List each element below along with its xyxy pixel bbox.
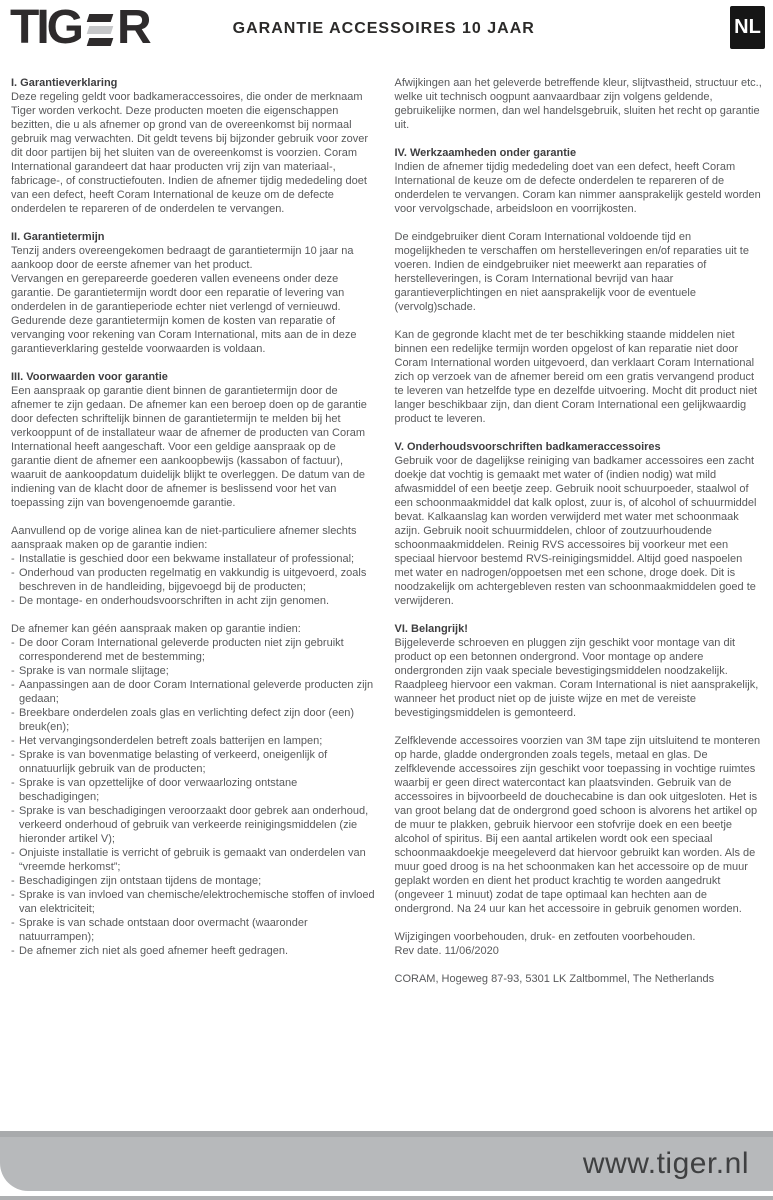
section-heading: III. Voorwaarden voor garantie (11, 371, 168, 383)
bullet-text: Het vervangingsonderdelen betreft zoals batterijen en lampen; (19, 735, 323, 747)
paragraph: Aanvullend op de vorige alinea kan de niet-particuliere afnemer slechts aanspraak maken op de garantie indien: (11, 525, 357, 551)
logo-stylized-e-icon (88, 14, 112, 46)
paragraph: Zelfklevende accessoires voorzien van 3M tape zijn uitsluitend te monteren op harde, gladde ondergronden zoals tegels, metaal en glas. De zelfklevende accessoires zijn geschikt voor toepassing in vochtige ruimtes waarbij er geen direct watercontact kan plaatsvinden. Gebruik van de accessoires in bijvoorbeeld de douchecabine is dan ook uitgesloten. Het is van groot belang dat de ondergrond goed schoon is alvorens het artikel op de muur te plakken, gebruik hiervoor een stofvrije doek en een beetje alcohol of spiritus. Bij een aantal artikelen wordt ook een speciaal schoonmaakdoekje meegeleverd dat hiervoor gebruikt kan worden. Als de muur goed droog is na het schoonmaken kan het accessoire op de muur geplakt worden en dient het product krachtig te worden aangedrukt (ongeveer 1 minuut) zodat de tape optimaal kan hechten aan de ondergrond. Na 24 uur kan het accessoire in gebruik genomen worden. (394, 735, 761, 915)
paragraph-gap (395, 720, 763, 734)
tiger-logo (10, 1, 149, 54)
bullet-item (11, 916, 379, 944)
website-url: www.tiger.nl (582, 1147, 749, 1180)
paragraph: Bijgeleverde schroeven en pluggen zijn geschikt voor montage van dit product op een betonnen ondergrond. Voor montage op andere ondergronden zijn vaak speciale bevestigingsmiddelen noodzakelijk. Raadpleeg hiervoor een vakman. Coram International is niet aansprakelijk, wanneer het product niet op de juiste wijze en met de vereiste bevestigingsmiddelen is gemonteerd. (394, 637, 759, 719)
document-body (0, 76, 773, 986)
bullet-item (11, 874, 379, 888)
bullet-text: Onjuiste installatie is verricht of gebruik is gemaakt van onderdelen van “vreemde herkomst”; (19, 847, 366, 873)
paragraph-gap (395, 132, 763, 146)
logo-text-suffix: R (117, 1, 149, 54)
bullet-dash: - (11, 637, 15, 649)
bullet-item (11, 944, 379, 958)
bullet-text: Beschadigingen zijn ontstaan tijdens de montage; (19, 875, 262, 887)
bullet-text: Sprake is van schade ontstaan door overmacht (waaronder natuurrampen); (19, 917, 308, 943)
bullet-dash: - (11, 567, 15, 579)
paragraph-gap (395, 314, 763, 328)
language-badge: NL (730, 6, 765, 49)
footer (0, 1131, 773, 1200)
paragraph: Wijzigingen voorbehouden, druk- en zetfouten voorbehouden. (394, 931, 696, 943)
bullet-dash: - (11, 735, 15, 747)
bullet-item (11, 734, 379, 748)
bullet-item (11, 776, 379, 804)
bullet-list (11, 552, 379, 608)
bullet-item (11, 748, 379, 776)
left-column (11, 76, 379, 986)
paragraph: Rev date. 11/06/2020 (394, 945, 499, 957)
bullet-item (11, 888, 379, 916)
bullet-dash: - (11, 847, 15, 859)
section-heading: IV. Werkzaamheden onder garantie (394, 147, 577, 159)
paragraph: Gebruik voor de dagelijkse reiniging van badkamer accessoires een zacht doekje dat vochtig is gemaakt met water of (indien nodig) wat mild afwasmiddel of een beetje zeep. Gebruik nooit schuurpoeder, staalwol of een schoonmaakmiddel dat kalk oplost, zuur is, of alcohol of schuurmiddel bevat. Kalkaanslag kan worden verwijderd met water met schoonmaak azijn. Gebruik nooit schuurmiddelen, chloor of zoutzuurhoudende schoonmaakmiddelen. Reinig RVS accessoires bij voorkeur met een speciaal hiervoor bestemd RVS-reinigingsmiddel. Altijd goed naspoelen met water en nadrogen/oppoetsen met een schone, droge doek. Dit is noodzakelijk om achtergebleven resten van schoonmaakmiddelen goed te verwijderen. (394, 455, 757, 607)
logo-e-bar-bottom (87, 38, 114, 46)
paragraph: De afnemer kan géén aanspraak maken op garantie indien: (11, 623, 301, 635)
section-heading: II. Garantietermijn (11, 231, 105, 243)
bullet-item (11, 594, 379, 608)
bullet-text: De afnemer zich niet als goed afnemer heeft gedragen. (19, 945, 289, 957)
bullet-item (11, 552, 379, 566)
page-title: GARANTIE ACCESSOIRES 10 JAAR (232, 20, 535, 37)
paragraph-gap (11, 216, 379, 230)
bullet-dash: - (11, 749, 15, 761)
bullet-text: De door Coram International geleverde producten niet zijn gebruikt corresponderend met de bestemming; (19, 637, 344, 663)
bullet-item (11, 846, 379, 874)
bullet-text: De montage- en onderhoudsvoorschriften in acht zijn genomen. (19, 595, 330, 607)
section-heading: VI. Belangrijk! (394, 623, 468, 635)
bullet-text: Installatie is geschied door een bekwame installateur of professional; (19, 553, 355, 565)
document-header (0, 0, 773, 54)
paragraph-gap (11, 356, 379, 370)
bullet-text: Sprake is van beschadigingen veroorzaakt door gebrek aan onderhoud, verkeerd onderhoud of gebruik van verkeerde reinigingsmiddelen (zie hieronder artikel V); (19, 805, 369, 845)
paragraph: Indien de afnemer tijdig mededeling doet van een defect, heeft Coram International de keuze om de defecte onderdelen te repareren of de onderdelen te vervangen. Coram kan nimmer aansprakelijk gesteld worden voor vervolgschade, arbeidsloon en voorrijkosten. (394, 161, 761, 215)
paragraph-gap (11, 510, 379, 524)
bullet-list (11, 636, 379, 958)
paragraph: Tenzij anders overeengekomen bedraagt de garantietermijn 10 jaar na aankoop door de eerste afnemer van het product. (11, 245, 354, 271)
bullet-text: Sprake is van bovenmatige belasting of verkeerd, oneigenlijk of onnatuurlijk gebruik van de producten; (19, 749, 328, 775)
paragraph-gap (11, 608, 379, 622)
paragraph: Afwijkingen aan het geleverde betreffende kleur, slijtvastheid, structuur etc., welke uit technisch oogpunt aanvaardbaar zijn volgens geldende, gebruikelijke normen, dan wel handelsgebruik, sluiten het recht op garantie uit. (394, 77, 762, 131)
paragraph: Vervangen en gerepareerde goederen vallen eveneens onder deze garantie. De garantietermijn wordt door een reparatie of levering van onderdelen in de garantieperiode echter niet verlengd of vernieuwd. (11, 273, 345, 313)
bullet-item (11, 636, 379, 664)
paragraph: Deze regeling geldt voor badkameraccessoires, die onder de merknaam Tiger worden verkocht. Deze producten moeten die eigenschappen bezitten, die u als afnemer op grond van de overeenkomst bij normaal gebruik mag verwachten. Dit geldt tevens bij bijzonder gebruik voor zover dit door partijen bij het sluiten van de overeenkomst is voorzien. Coram International garandeert dat haar producten vrij zijn van materiaal-, fabricage-, of constructiefouten. Indien de afnemer tijdig mededeling doet van een defect, heeft Coram International de keuze om de defecte onderdelen te repareren of de onderdelen te vervangen. (11, 91, 369, 215)
paragraph-gap (395, 916, 763, 930)
paragraph: Gedurende deze garantietermijn komen de kosten van reparatie of vervanging voor rekening van Coram International, mits aan de in deze garantieverklaring gestelde voorwaarden is voldaan. (11, 315, 357, 355)
bullet-dash: - (11, 805, 15, 817)
bullet-dash: - (11, 707, 15, 719)
bullet-item (11, 664, 379, 678)
paragraph-gap (395, 958, 763, 972)
bullet-text: Sprake is van invloed van chemische/elektrochemische stoffen of invloed van elektriciteit; (19, 889, 375, 915)
bullet-dash: - (11, 595, 15, 607)
bullet-dash: - (11, 553, 15, 565)
logo-e-bar-top (87, 14, 114, 22)
paragraph: Een aanspraak op garantie dient binnen de garantietermijn door de afnemer te zijn gedaan. De afnemer kan een beroep doen op de garantie door defecten schriftelijk binnen de garantietermijn te melden bij het verkooppunt of de installateur waar de afnemer de producten van Coram International heeft aangeschaft. Voor een geldige aanspraak op de garantie dient de afnemer een aankoopbewijs (kassabon of factuur), waaruit de aankoopdatum duidelijk blijkt te overleggen. De datum van de indiening van de klacht door de afnemer is beslissend voor het van toepassing zijn van bovengenoemde garantie. (11, 385, 367, 509)
bullet-text: Sprake is van normale slijtage; (19, 665, 169, 677)
bullet-dash: - (11, 665, 15, 677)
bullet-text: Aanpassingen aan de door Coram International geleverde producten zijn gedaan; (19, 679, 374, 705)
right-column (395, 76, 763, 986)
paragraph-gap (395, 216, 763, 230)
bullet-dash: - (11, 945, 15, 957)
paragraph: CORAM, Hogeweg 87-93, 5301 LK Zaltbommel, The Netherlands (394, 973, 715, 985)
bullet-item (11, 804, 379, 846)
footer-bar (0, 1137, 773, 1191)
section-heading: V. Onderhoudsvoorschriften badkameraccessoires (394, 441, 661, 453)
paragraph-gap (395, 426, 763, 440)
logo-text-prefix: TIG (10, 1, 81, 54)
logo-e-bar-middle (87, 26, 114, 34)
bullet-dash: - (11, 875, 15, 887)
bullet-item (11, 678, 379, 706)
paragraph: Kan de gegronde klacht met de ter beschikking staande middelen niet binnen een redelijke termijn worden opgelost of kan reparatie niet door Coram International worden uitgevoerd, dan verklaart Coram International zich op verzoek van de afnemer bereid om een gratis vervangend product te leveren van hetzelfde type en dezelfde uitvoering. Mocht dit product niet langer beschikbaar zijn, dan dient Coram International een gelijkwaardig product te leveren. (394, 329, 758, 425)
bullet-item (11, 706, 379, 734)
bullet-dash: - (11, 917, 15, 929)
footer-bottom-line (0, 1196, 773, 1200)
bullet-text: Sprake is van opzettelijke of door verwaarlozing ontstane beschadigingen; (19, 777, 298, 803)
bullet-item (11, 566, 379, 594)
paragraph-gap (395, 608, 763, 622)
bullet-dash: - (11, 777, 15, 789)
bullet-dash: - (11, 889, 15, 901)
bullet-text: Breekbare onderdelen zoals glas en verlichting defect zijn door (een) breuk(en); (19, 707, 355, 733)
section-heading: I. Garantieverklaring (11, 77, 118, 89)
bullet-dash: - (11, 679, 15, 691)
bullet-text: Onderhoud van producten regelmatig en vakkundig is uitgevoerd, zoals beschreven in de handleiding, bijgevoegd bij de producten; (19, 567, 367, 593)
paragraph: De eindgebruiker dient Coram International voldoende tijd en mogelijkheden te verschaffen om herstelleveringen en/of reparaties uit te voeren. Indien de eindgebruiker niet meewerkt aan reparaties of herstelleveringen, is Coram International bevrijd van haar garantieverplichtingen en niet aansprakelijk voor de eventuele (vervolg)schade. (394, 231, 749, 313)
